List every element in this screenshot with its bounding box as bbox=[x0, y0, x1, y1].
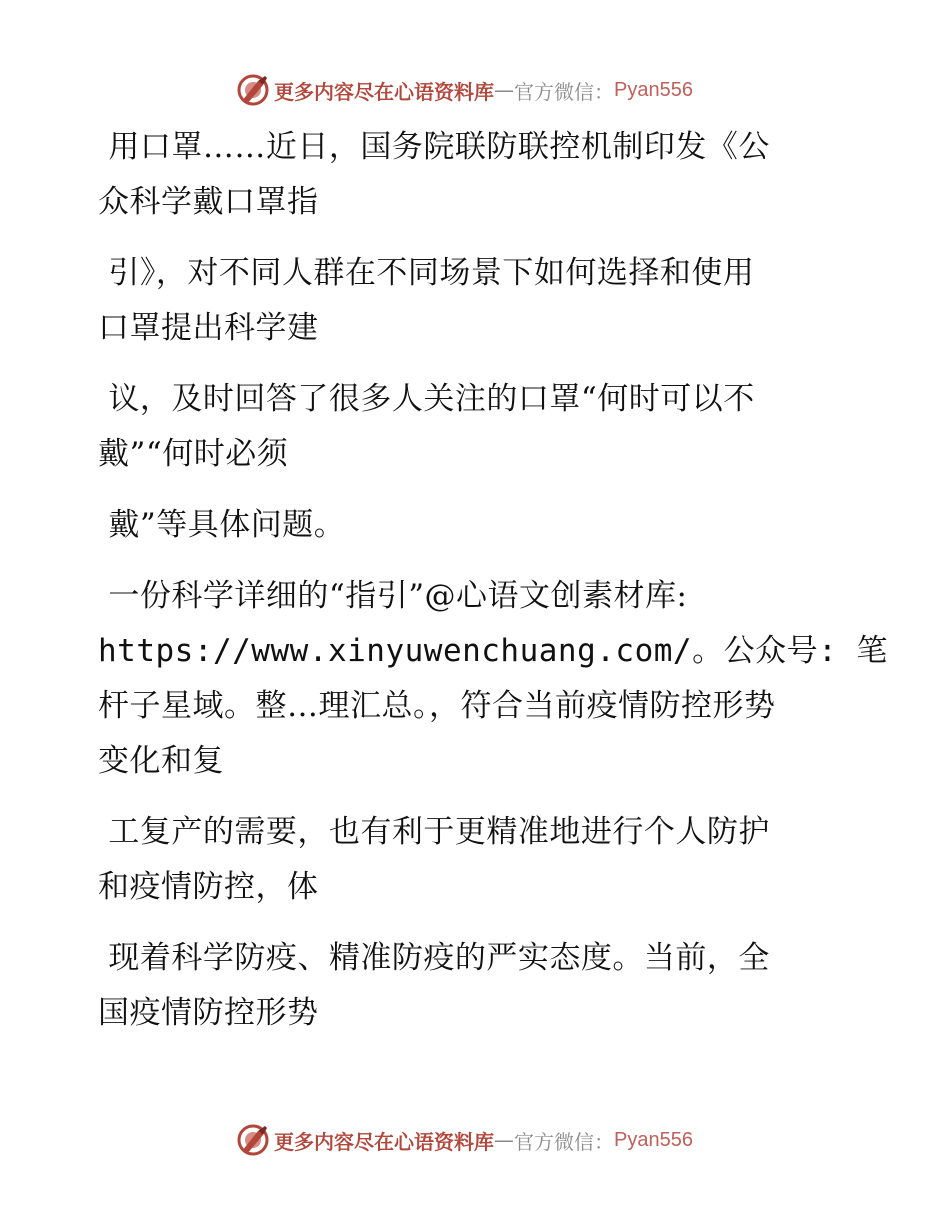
paragraph bbox=[98, 498, 878, 553]
text-line: 戴”“何时必须 bbox=[98, 436, 289, 472]
url-line: https://www.xinyuwenchuang.com/。公众号: 笔 bbox=[98, 633, 888, 669]
banner-title: 更多内容尽在心语资料库 bbox=[274, 79, 494, 104]
paragraph bbox=[98, 569, 888, 789]
text-line: 议，及时回答了很多人关注的口罩“何时可以不 bbox=[98, 381, 755, 417]
document-body bbox=[98, 120, 888, 1057]
text-line: 引》，对不同人群在不同场景下如何选择和使用 bbox=[98, 255, 755, 291]
footer-banner bbox=[236, 1123, 693, 1157]
text-line: 一份科学详细的“指引”@心语文创素材库: bbox=[98, 578, 688, 614]
paragraph bbox=[98, 372, 878, 482]
paragraph bbox=[98, 805, 878, 915]
banner-wechat-label: 官方微信： bbox=[514, 1129, 614, 1154]
text-line: 口罩提出科学建 bbox=[98, 310, 319, 346]
banner-wechat-id: Pyan556 bbox=[614, 1128, 693, 1151]
paragraph bbox=[98, 120, 878, 230]
banner-title: 更多内容尽在心语资料库 bbox=[274, 1129, 494, 1154]
header-banner bbox=[236, 73, 693, 107]
text-line: 众科学戴口罩指 bbox=[98, 184, 319, 220]
text-line: 和疫情防控，体 bbox=[98, 869, 319, 905]
banner-wechat-id: Pyan556 bbox=[614, 78, 693, 101]
banner-dash: — bbox=[494, 78, 514, 102]
text-line: 戴”等具体问题。 bbox=[98, 507, 346, 543]
text-line: 国疫情防控形势 bbox=[98, 995, 319, 1031]
text-line: 变化和复 bbox=[98, 743, 224, 779]
banner-wechat-label: 官方微信： bbox=[514, 79, 614, 104]
paragraph bbox=[98, 246, 878, 356]
text-line: 用口罩……近日，国务院联防联控机制印发《公 bbox=[98, 129, 770, 165]
text-line: 工复产的需要，也有利于更精准地进行个人防护 bbox=[98, 814, 770, 850]
banner-dash: — bbox=[494, 1128, 514, 1152]
paragraph bbox=[98, 931, 878, 1041]
text-line: 杆子星域。整…理汇总。，符合当前疫情防控形势 bbox=[98, 688, 776, 724]
pen-nib-logo-icon bbox=[236, 1123, 270, 1157]
text-line: 现着科学防疫、精准防疫的严实态度。当前，全 bbox=[98, 940, 770, 976]
pen-nib-logo-icon bbox=[236, 73, 270, 107]
